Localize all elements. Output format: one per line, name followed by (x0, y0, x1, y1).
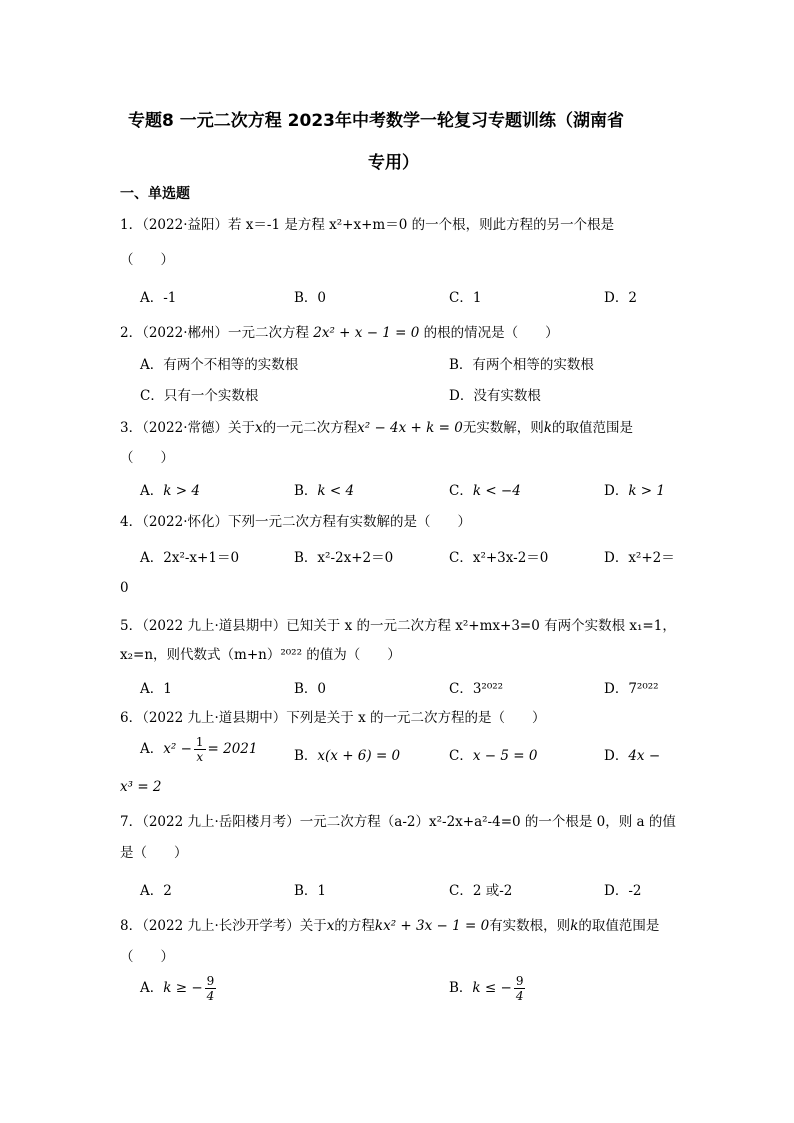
q3-equation: x² − 4x + k = 0 (357, 420, 463, 436)
q1-option-c: C．1 (449, 290, 482, 306)
q6-option-d (604, 744, 660, 764)
q3-var-k: k (543, 420, 552, 436)
q8-option-a-label: A． (140, 980, 164, 996)
question-8-stem (120, 914, 659, 934)
q8-b-fraction-denominator: 4 (515, 989, 524, 1003)
q3-option-a-label: A． (140, 483, 164, 499)
question-2-stem (120, 321, 559, 341)
q2-post: 的根的情况是（ ） (419, 325, 559, 341)
q6-option-a-label: A． (140, 741, 164, 757)
q5-option-a: A．1 (140, 681, 172, 697)
question-5-stem-cont: x₂=n，则代数式（m+n）²⁰²² 的值为（ ） (120, 647, 401, 663)
question-7-stem-cont: 是（ ） (120, 845, 188, 861)
q7-option-c: C．2 或-2 (449, 883, 513, 899)
q8-p2: 的方程 (334, 918, 375, 934)
q6-option-a-fraction (194, 735, 206, 764)
question-5-stem: 5．（2022 九上·道县期中）已知关于 x 的一元二次方程 x²+mx+3=0 有两个实数根 x₁=1， (120, 618, 676, 634)
q3-option-d-math: k > 1 (628, 483, 665, 499)
q8-option-a-fraction (205, 974, 217, 1003)
q6-option-d-label: D． (604, 748, 629, 764)
q3-var-x: x (255, 420, 263, 436)
q2-option-b: B．有两个相等的实数根 (449, 357, 594, 373)
q6-option-c-label: C． (449, 748, 473, 764)
q4-option-d: D．x²+2＝ (604, 550, 675, 566)
question-1-stem: 1．（2022·益阳）若 x＝-1 是方程 x²+x+m＝0 的一个根，则此方程的另一个根是 (120, 217, 615, 233)
question-1-stem-cont: （ ） (120, 252, 174, 268)
q8-p3: 有实数根，则 (489, 918, 571, 934)
q8-option-b (449, 974, 527, 1003)
q1-option-a: A．-1 (140, 290, 177, 306)
q8-option-b-label: B． (449, 980, 473, 996)
q6-option-c (449, 744, 537, 764)
q3-option-a-math: k > 4 (163, 483, 200, 499)
q2-pre: 2．（2022·郴州）一元二次方程 (120, 325, 314, 341)
q8-option-b-math: k ≤ − (472, 980, 512, 996)
page-title-line2: 专用） (368, 153, 419, 173)
q8-var-k: k (570, 918, 579, 934)
q3-p3: 无实数解，则 (462, 420, 544, 436)
q8-equation: kx² + 3x − 1 = 0 (374, 918, 490, 934)
q3-option-d (604, 479, 665, 499)
question-7-stem: 7．（2022 九上·岳阳楼月考）一元二次方程（a-2）x²-2x+a²-4=0 的一个根是 0，则 a 的值 (120, 814, 676, 830)
q6-option-c-math: x − 5 = 0 (472, 748, 538, 764)
q5-option-b: B．0 (294, 681, 327, 697)
q3-option-c-label: C． (449, 483, 473, 499)
q4-option-c: C．x²+3x-2＝0 (449, 550, 549, 566)
q3-option-b (294, 479, 354, 499)
q8-var-x: x (326, 918, 335, 934)
q7-option-d: D．-2 (604, 883, 642, 899)
q1-option-b: B．0 (294, 290, 327, 306)
q6-option-a-math2: = 2021 (207, 741, 258, 757)
q6-option-b-label: B． (294, 748, 318, 764)
q6-option-a (140, 735, 258, 764)
q3-option-d-label: D． (604, 483, 629, 499)
q6-option-d-cont: x³ = 2 (120, 779, 162, 795)
q7-option-b: B．1 (294, 883, 327, 899)
q6-option-a-math1: x² − (163, 741, 192, 757)
q2-option-a: A．有两个不相等的实数根 (140, 357, 299, 373)
q3-p4: 的取值范围是 (552, 420, 633, 436)
q4-option-d-cont: 0 (120, 580, 129, 596)
q5-option-d: D．7²⁰²² (604, 681, 659, 697)
q3-option-c-math: k < −4 (472, 483, 521, 499)
section-heading: 一、单选题 (120, 186, 190, 202)
q6-fraction-denominator: x (196, 750, 204, 764)
q3-p2: 的一元二次方程 (262, 420, 358, 436)
q8-option-a (140, 974, 218, 1003)
q5-option-c: C．3²⁰²² (449, 681, 504, 697)
q3-option-c (449, 479, 521, 499)
q4-option-a: A．2x²-x+1＝0 (140, 550, 240, 566)
question-4-stem: 4．（2022·怀化）下列一元二次方程有实数解的是（ ） (120, 514, 471, 530)
q8-p4: 的取值范围是 (578, 918, 660, 934)
q2-option-c: C．只有一个实数根 (140, 388, 259, 404)
q8-option-b-fraction (514, 974, 526, 1003)
q2-option-d: D．没有实数根 (449, 388, 541, 404)
question-8-stem-cont: （ ） (120, 949, 174, 965)
q4-option-b: B．x²-2x+2＝0 (294, 550, 394, 566)
page-title-line1: 专题8 一元二次方程 2023年中考数学一轮复习专题训练（湖南省 (128, 111, 624, 131)
question-6-stem: 6．（2022 九上·道县期中）下列是关于 x 的一元二次方程的是（ ） (120, 710, 546, 726)
q8-option-a-math: k ≥ − (163, 980, 203, 996)
q6-option-b-math: x(x + 6) = 0 (317, 748, 401, 764)
q3-option-b-math: k < 4 (317, 483, 355, 499)
q3-option-b-label: B． (294, 483, 318, 499)
q8-a-fraction-denominator: 4 (206, 989, 215, 1003)
question-3-stem (120, 416, 633, 436)
question-3-stem-cont: （ ） (120, 450, 174, 466)
q8-a-fraction-numerator: 9 (206, 974, 215, 988)
q8-b-fraction-numerator: 9 (515, 974, 524, 988)
q3-p1: 3．（2022·常德）关于 (120, 420, 255, 436)
q6-fraction-numerator: 1 (195, 735, 204, 749)
q3-option-a (140, 479, 200, 499)
q6-option-d-math: 4x − (628, 748, 661, 764)
q1-option-d: D．2 (604, 290, 637, 306)
q7-option-a: A．2 (140, 883, 172, 899)
q8-p1: 8．（2022 九上·长沙开学考）关于 (120, 918, 327, 934)
q2-equation: 2x² + x − 1 = 0 (313, 325, 420, 341)
q6-option-b (294, 744, 400, 764)
